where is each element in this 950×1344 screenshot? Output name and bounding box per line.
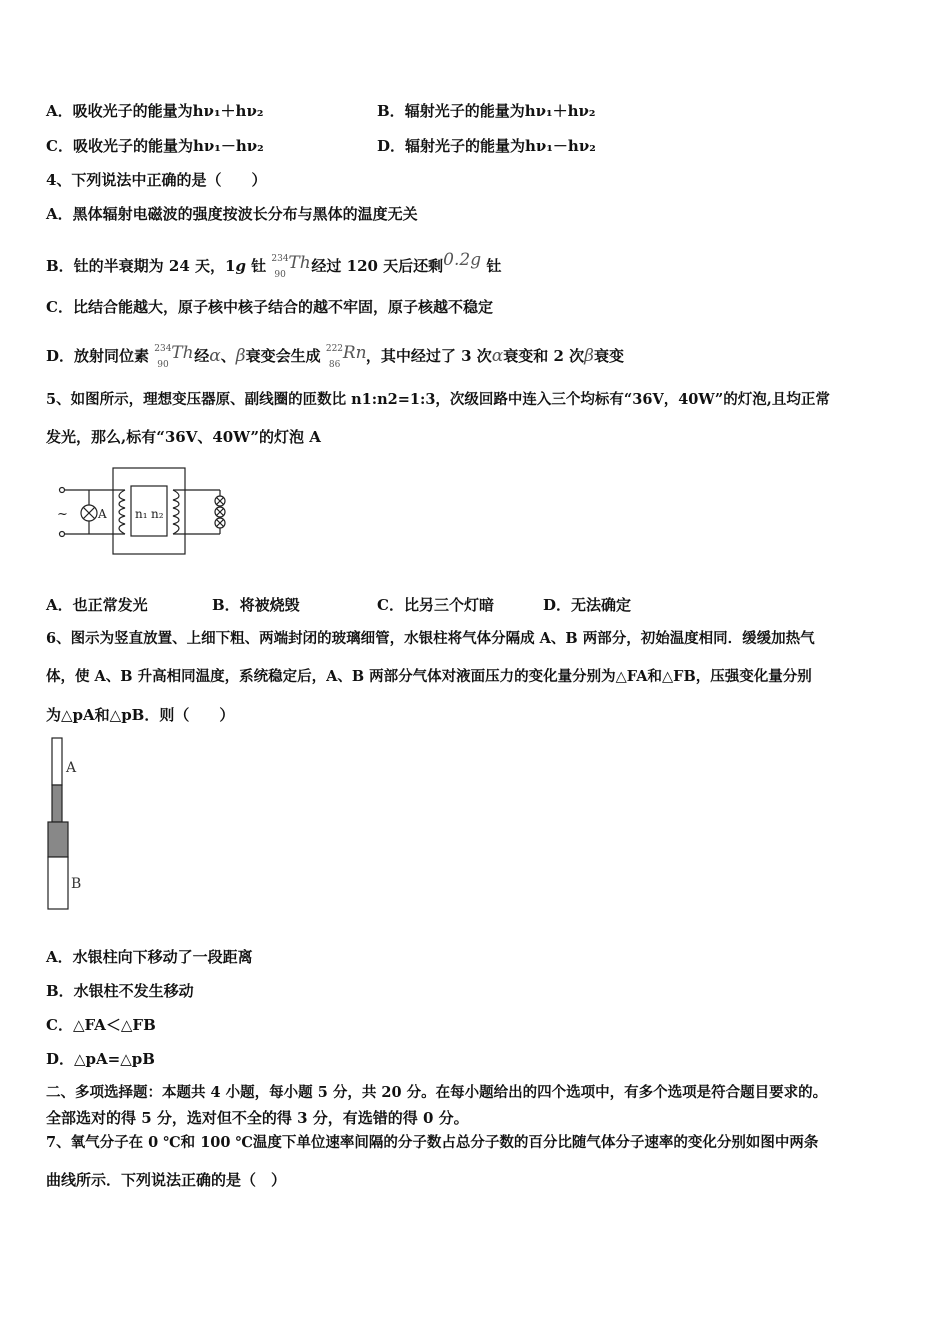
q5-stem-line2: 发光，那么,标有“36V、40W”的灯泡 A	[46, 428, 321, 446]
radon-isotope	[325, 343, 367, 370]
q3-option-b-text: 辐射光子的能量为	[404, 102, 525, 120]
tube-wide-gas-b	[48, 857, 68, 909]
q4-d-mid2: 衰变会生成	[245, 347, 321, 365]
q6-stem-line3: 为△pA和△pB．则（ ）	[46, 706, 235, 724]
q3-option-c-letter: C．	[46, 137, 73, 155]
q3-option-a-letter: A．	[46, 102, 73, 120]
thorium-isotope	[271, 253, 311, 280]
gas-b-label: B	[71, 876, 82, 892]
q3-option-d-text: 辐射光子的能量为	[405, 137, 526, 155]
q4-b-end: 钍	[481, 257, 502, 275]
q3-option-d	[377, 136, 596, 156]
q3-option-d-letter: D．	[377, 137, 406, 155]
q4-b-pre: B．钍的半衰期为 24 天，1	[46, 257, 236, 275]
q5-option-b: B．将被烧毁	[212, 596, 300, 614]
terminal-bottom	[60, 532, 65, 537]
th2-num: 90	[157, 360, 169, 370]
q4-d-mid1: 经	[194, 347, 210, 365]
q4-option-d	[46, 343, 624, 370]
q4-d-end: 衰变	[593, 347, 624, 365]
q4-d-mid3: ，其中经过了 3 次	[365, 347, 492, 365]
th-mass: 234	[271, 254, 289, 264]
tube-narrow-gas-a	[52, 738, 62, 785]
q4-stem: 4、下列说法中正确的是（ ）	[46, 171, 267, 189]
gas-a-label: A	[66, 760, 77, 776]
section2-line1: 二、多项选择题：本题共 4 小题，每小题 5 分，共 20 分。在每小题给出的四个选项中，有多个选项是符合题目要求的。	[46, 1084, 828, 1101]
rn-num: 86	[328, 360, 341, 370]
q3-option-a-text: 吸收光子的能量为	[72, 102, 193, 120]
q3-option-d-formula: hν₁－hν₂	[525, 137, 596, 155]
q4-option-b	[46, 250, 502, 280]
q5-option-c: C．比另三个灯暗	[377, 596, 494, 614]
lamp-a-label: A	[98, 507, 107, 521]
beta-symbol: β	[235, 346, 246, 366]
q6-stem-line2: 体，使 A、B 升高相同温度，系统稳定后，A、B 两部分气体对液面压力的变化量分别为△FA和△FB，压强变化量分别	[46, 668, 812, 685]
th2-symbol: Th	[171, 343, 194, 363]
rn-symbol: Rn	[342, 343, 367, 363]
th2-mass: 234	[154, 344, 172, 354]
th-num: 90	[274, 270, 286, 280]
terminal-top	[60, 488, 65, 493]
q4-b-mid1: 钍	[245, 257, 267, 275]
n1-label: n₁	[135, 507, 148, 521]
q3-option-b-formula: hν₁＋hν₂	[524, 102, 596, 120]
q3-option-a	[46, 101, 263, 121]
beta-symbol-2: β	[584, 346, 594, 366]
primary-coil	[119, 490, 125, 534]
glass-tube-figure	[44, 736, 94, 914]
mercury-wide	[48, 822, 68, 857]
q4-option-c: C．比结合能越大，原子核中核子结合的越不牢固，原子核越不稳定	[46, 298, 493, 316]
q6-option-b: B．水银柱不发生移动	[46, 982, 194, 1000]
transformer-core-outer	[113, 468, 185, 554]
section2-line2: 全部选对的得 5 分，选对但不全的得 3 分，有选错的得 0 分。	[46, 1109, 469, 1127]
q3-option-c-formula: hν₁－hν₂	[192, 137, 264, 155]
q6-option-d: D．△pA=△pB	[46, 1050, 155, 1068]
q7-stem-line2: 曲线所示．下列说法正确的是（ ）	[46, 1171, 287, 1189]
secondary-coil	[173, 490, 179, 534]
n2-label: n₂	[151, 507, 164, 521]
q4-b-mass-value: 0.2g	[443, 250, 482, 270]
q3-option-c	[46, 136, 264, 156]
alpha-symbol: α	[209, 346, 221, 366]
transformer-circuit-figure	[55, 462, 235, 558]
q4-option-a: A．黑体辐射电磁波的强度按波长分布与黑体的温度无关	[46, 205, 418, 223]
q4-d-sep: 、	[220, 347, 236, 365]
alpha-symbol-2: α	[491, 346, 504, 366]
q3-option-a-formula: hν₁＋hν₂	[192, 102, 264, 120]
q6-option-c: C．△FA＜△FB	[46, 1016, 156, 1034]
ac-source-symbol: ~	[57, 507, 68, 522]
q3-option-c-text: 吸收光子的能量为	[72, 137, 193, 155]
q4-d-pre: D．放射同位素	[46, 347, 150, 365]
q4-b-mid2: 经过 120 天后还剩	[311, 257, 444, 275]
q4-b-g: g	[235, 257, 246, 275]
rn-mass: 222	[325, 344, 344, 354]
q3-option-b	[377, 101, 595, 121]
q6-stem-line1: 6、图示为竖直放置、上细下粗、两端封闭的玻璃细管，水银柱将气体分隔成 A、B 两部分，初始温度相同．缓缓加热气	[46, 630, 815, 647]
mercury-narrow	[52, 785, 62, 822]
q5-option-a: A．也正常发光	[46, 596, 148, 614]
q5-stem-line1: 5、如图所示，理想变压器原、副线圈的匝数比 n1:n2=1:3，次级回路中连入三个均标有“36V，40W”的灯泡,且均正常	[46, 391, 830, 408]
q4-d-mid4: 衰变和 2 次	[503, 347, 585, 365]
q7-stem-line1: 7、氧气分子在 0 ℃和 100 ℃温度下单位速率间隔的分子数占总分子数的百分比随气体分子速率的变化分别如图中两条	[46, 1134, 819, 1151]
th-symbol: Th	[288, 253, 311, 273]
q6-option-a: A．水银柱向下移动了一段距离	[46, 948, 253, 966]
q5-option-d: D．无法确定	[543, 596, 632, 614]
thorium-isotope-2	[154, 343, 194, 370]
q3-option-b-letter: B．	[377, 102, 405, 120]
